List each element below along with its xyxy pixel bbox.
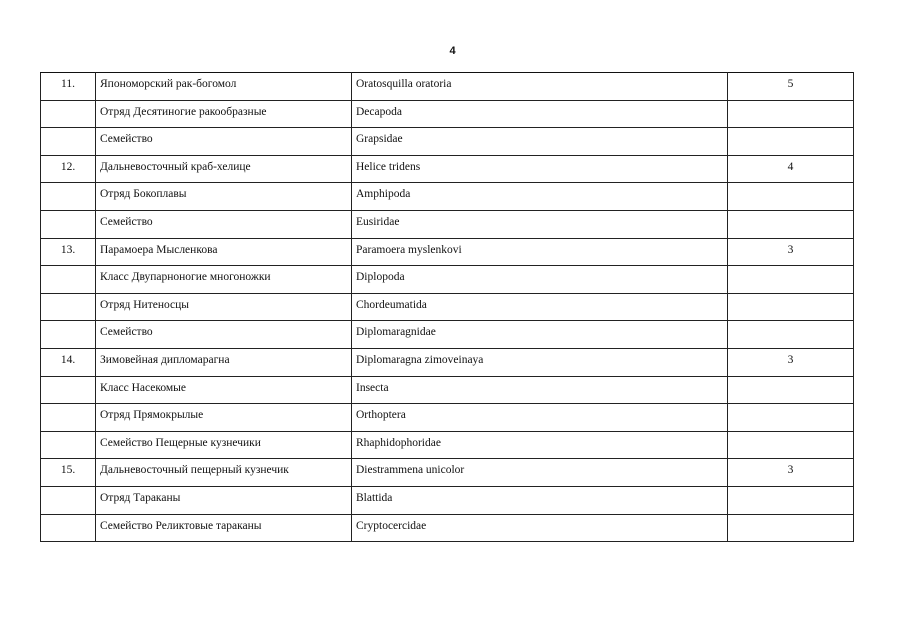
species-number-cell [41,128,96,156]
latin-name-cell: Amphipoda [352,183,728,211]
species-number-cell [41,100,96,128]
species-number-cell: 15. [41,459,96,487]
russian-name-cell: Отряд Бокоплавы [96,183,352,211]
species-number-cell [41,293,96,321]
category-cell [728,486,854,514]
category-cell: 3 [728,459,854,487]
table-row [41,73,854,101]
table-row [41,376,854,404]
russian-name-cell: Семейство Реликтовые тараканы [96,514,352,542]
category-cell [728,266,854,294]
category-cell [728,431,854,459]
species-number-cell: 12. [41,155,96,183]
latin-name-cell: Decapoda [352,100,728,128]
russian-name-cell: Отряд Тараканы [96,486,352,514]
category-cell [728,183,854,211]
species-number-cell: 14. [41,348,96,376]
russian-name-cell: Класс Насекомые [96,376,352,404]
table-row [41,155,854,183]
category-cell [728,293,854,321]
latin-name-cell: Rhaphidophoridae [352,431,728,459]
latin-name-cell: Diplomaragnidae [352,321,728,349]
table-row [41,183,854,211]
category-cell: 4 [728,155,854,183]
russian-name-cell: Семейство [96,210,352,238]
category-cell [728,376,854,404]
table-row [41,238,854,266]
russian-name-cell: Япономорский рак-богомол [96,73,352,101]
latin-name-cell: Eusiridae [352,210,728,238]
russian-name-cell: Дальневосточный пещерный кузнечик [96,459,352,487]
russian-name-cell: Семейство [96,128,352,156]
russian-name-cell: Парамоера Мысленкова [96,238,352,266]
species-number-cell [41,404,96,432]
latin-name-cell: Blattida [352,486,728,514]
page-number: 4 [449,45,456,57]
russian-name-cell: Отряд Десятиногие ракообразные [96,100,352,128]
latin-name-cell: Diplopoda [352,266,728,294]
category-cell: 3 [728,238,854,266]
category-cell [728,100,854,128]
table-row [41,486,854,514]
category-cell: 5 [728,73,854,101]
species-number-cell: 13. [41,238,96,266]
table-row [41,404,854,432]
species-number-cell [41,183,96,211]
species-number-cell [41,376,96,404]
latin-name-cell: Diestrammena unicolor [352,459,728,487]
category-cell [728,128,854,156]
latin-name-cell: Oratosquilla oratoria [352,73,728,101]
table-row [41,293,854,321]
latin-name-cell: Insecta [352,376,728,404]
table-row [41,348,854,376]
table-row [41,210,854,238]
category-cell [728,514,854,542]
latin-name-cell: Orthoptera [352,404,728,432]
table-row [41,459,854,487]
russian-name-cell: Отряд Прямокрылые [96,404,352,432]
russian-name-cell: Отряд Нитеносцы [96,293,352,321]
category-cell [728,321,854,349]
species-table-body [41,73,854,542]
latin-name-cell: Chordeumatida [352,293,728,321]
latin-name-cell: Diplomaragna zimoveinaya [352,348,728,376]
species-table [40,72,854,542]
species-number-cell [41,210,96,238]
category-cell: 3 [728,348,854,376]
category-cell [728,210,854,238]
latin-name-cell: Helice tridens [352,155,728,183]
russian-name-cell: Дальневосточный краб-хелице [96,155,352,183]
species-number-cell [41,321,96,349]
russian-name-cell: Класс Двупарноногие многоножки [96,266,352,294]
table-row [41,128,854,156]
russian-name-cell: Зимовейная дипломарагна [96,348,352,376]
russian-name-cell: Семейство [96,321,352,349]
latin-name-cell: Grapsidae [352,128,728,156]
table-row [41,100,854,128]
category-cell [728,404,854,432]
table-row [41,431,854,459]
species-number-cell [41,266,96,294]
table-row [41,321,854,349]
species-number-cell [41,431,96,459]
russian-name-cell: Семейство Пещерные кузнечики [96,431,352,459]
species-number-cell [41,486,96,514]
species-number-cell: 11. [41,73,96,101]
table-row [41,514,854,542]
table-row [41,266,854,294]
latin-name-cell: Paramoera myslenkovi [352,238,728,266]
species-number-cell [41,514,96,542]
latin-name-cell: Cryptocercidae [352,514,728,542]
